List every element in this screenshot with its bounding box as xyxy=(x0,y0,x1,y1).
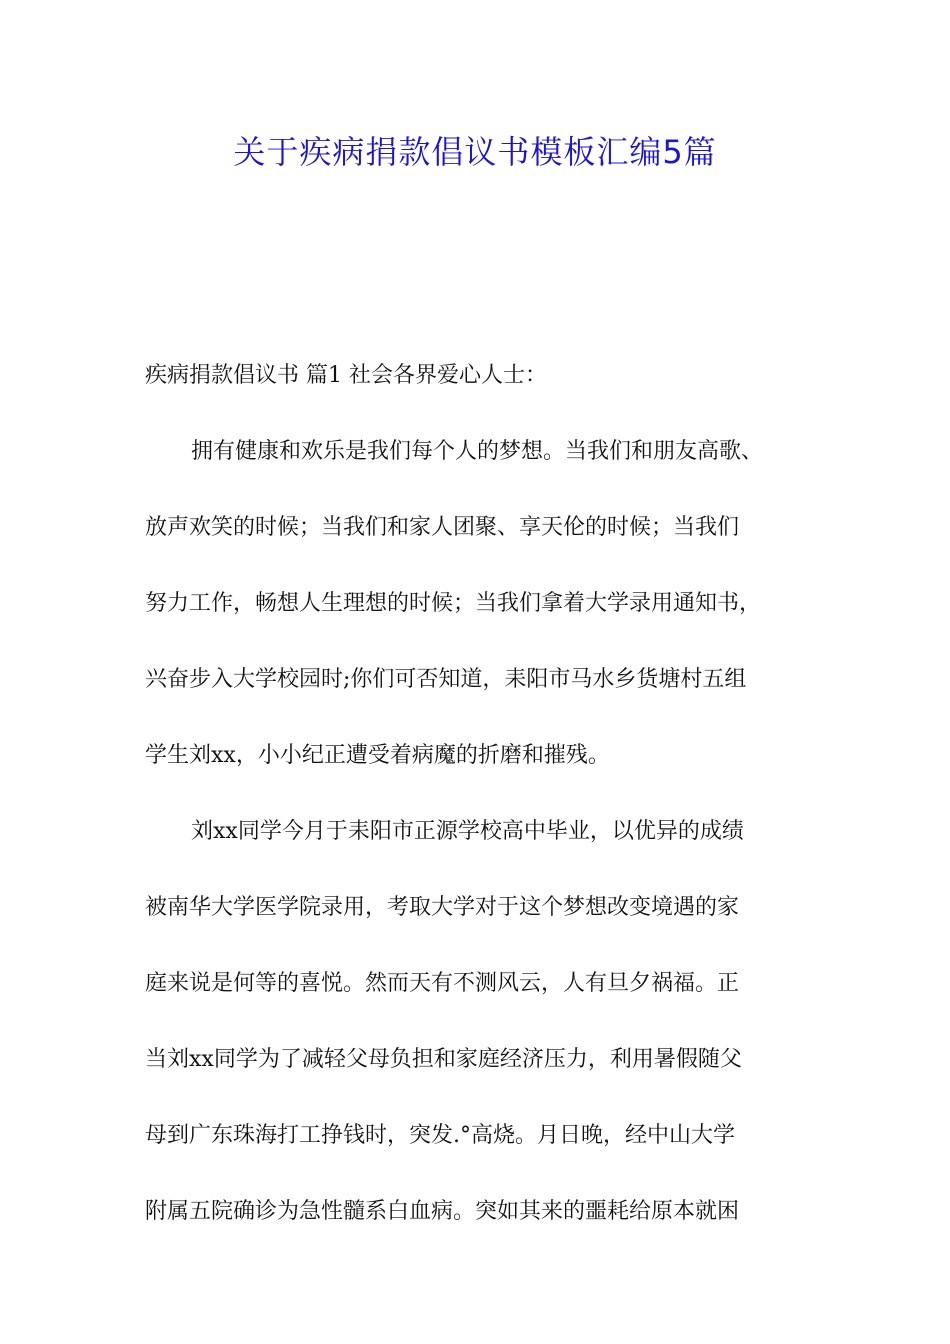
text-line: 放声欢笑的时候；当我们和家人团聚、享天伦的时候；当我们 xyxy=(145,515,740,540)
text-line: 当刘xx同学为了减轻父母负担和家庭经济压力，利用暑假随父 xyxy=(145,1047,742,1072)
text-line: 拥有健康和欢乐是我们每个人的梦想。当我们和朋友高歌、 xyxy=(191,439,764,464)
document-body xyxy=(145,338,845,1250)
text-line: 庭来说是何等的喜悦。然而天有不测风云，人有旦夕祸福。正 xyxy=(145,971,740,996)
text-line: 学生刘xx，小小纪正遭受着病魔的折磨和摧残。 xyxy=(145,743,610,768)
text-line: 努力工作，畅想人生理想的时候；当我们拿着大学录用通知书， xyxy=(145,591,762,616)
document-title: 关于疾病捐款倡议书模板汇编5篇 xyxy=(233,133,717,171)
text-line: 疾病捐款倡议书 篇1 社会各界爱心人士： xyxy=(145,363,547,388)
text-line: 兴奋步入大学校园时;你们可否知道，耒阳市马水乡货塘村五组 xyxy=(145,667,747,692)
text-line: 刘xx同学今月于耒阳市正源学校高中毕业，以优异的成绩 xyxy=(191,819,744,844)
text-line: 附属五院确诊为急性髓系白血病。突如其来的噩耗给原本就困 xyxy=(145,1199,740,1224)
text-line: 被南华大学医学院录用，考取大学对于这个梦想改变境遇的家 xyxy=(145,895,740,920)
text-line: 母到广东珠海打工挣钱时，突发.°高烧。月日晚，经中山大学 xyxy=(145,1123,735,1148)
